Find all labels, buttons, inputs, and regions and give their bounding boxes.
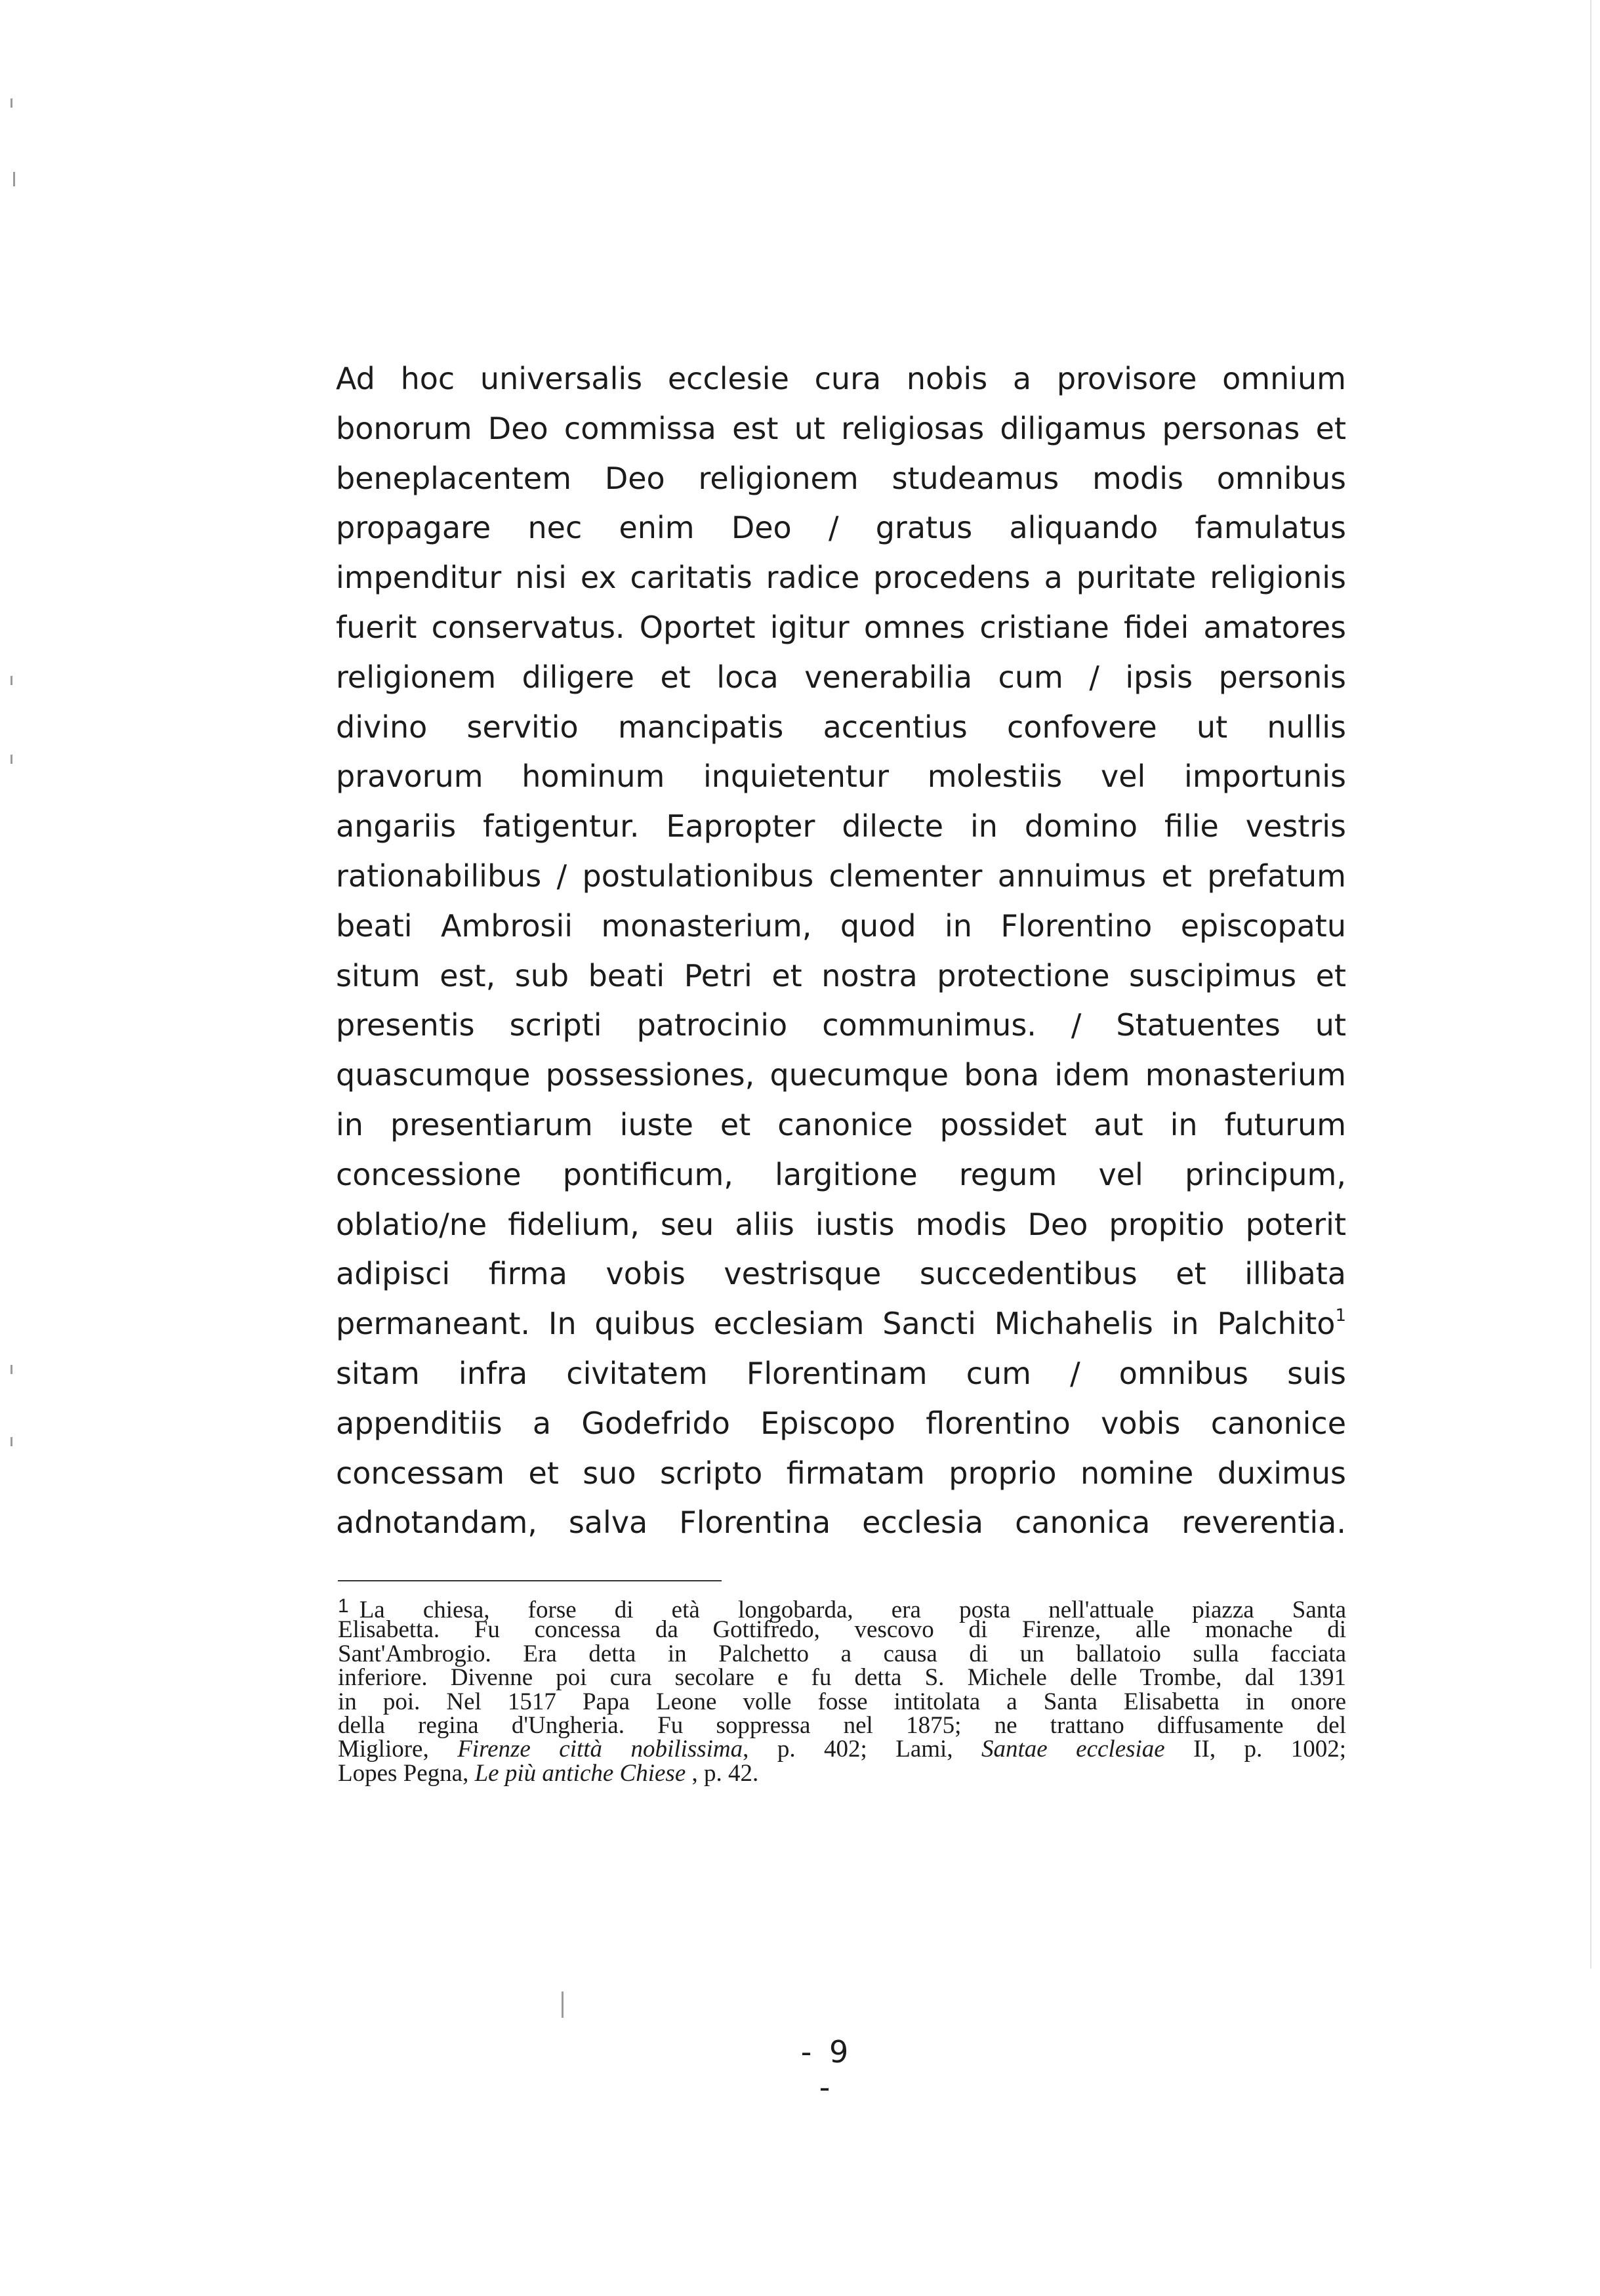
footnote-text: La chiesa, forse di età longobarda, era posta nell'attuale piazza Santa [359,1597,1346,1623]
footnote-line: Elisabetta. Fu concessa da Gottifredo, vescovo di Firenze, alle monache di [338,1616,1346,1644]
text-line: adipisci firma vobis vestrisque succedentibus et illibata [336,1256,1346,1292]
text-line-with-footnote [336,1299,1346,1349]
footnote-line: inferiore. Divenne poi cura secolare e fu detta S. Michele delle Trombe, dal 1391 [338,1664,1346,1692]
text-line: beneplacentem Deo religionem studeamus modis omnibus [336,460,1346,496]
footnote-line: in poi. Nel 1517 Papa Leone volle fosse intitolata a Santa Elisabetta in onore [338,1688,1346,1715]
footnote-line [338,1759,1346,1787]
text-line: situm est, sub beati Petri et nostra protectione suscipimus et [336,957,1346,993]
text-line: presentis scripti patrocinio communimus. / Statuentes ut [336,1007,1346,1043]
scan-speck [10,1437,12,1446]
footnote-line [338,1738,1346,1761]
citation-title: Santae ecclesiae [981,1736,1165,1763]
text-line: adnotandam, salva Florentina ecclesia canonica reverentia. [336,1505,1346,1541]
page-edge-shadow [1590,0,1591,1969]
page-number: - 9 - [800,2034,853,2105]
scan-speck [13,172,15,186]
text-line: impenditur nisi ex caritatis radice procedens a puritate religionis [336,560,1346,596]
text-line: sitam infra civitatem Florentinam cum / omnibus suis [336,1355,1346,1391]
footnote-text: , p. 402; Lami, [743,1736,982,1763]
text-line: oblatio/ne fidelium, seu aliis iustis modis Deo propitio poterit [336,1206,1346,1242]
scan-speck [10,98,12,108]
text-line: Ad hoc universalis ecclesie cura nobis a provisore omnium [336,361,1346,396]
text-line: propagare nec enim Deo / gratus aliquando famulatus [336,510,1346,546]
text-line: fuerit conservatus. Oportet igitur omnes cristiane fidei amatores [336,609,1346,645]
footnote-reference: 1 [1335,1306,1346,1326]
footnote-line [338,1595,1346,1623]
text-line: beati Ambrosii monasterium, quod in Florentino episcopatu [336,908,1346,944]
text-line: pravorum hominum inquietentur molestiis vel importunis [336,759,1346,795]
footnote-number: 1 [338,1595,349,1617]
text-line: in presentiarum iuste et canonice possidet aut in futurum [336,1106,1346,1142]
text-line: divino servitio mancipatis accentius confovere ut nullis [336,709,1346,745]
text-line: appenditiis a Godefrido Episcopo florentino vobis canonice [336,1405,1346,1441]
footnote [338,1595,1346,1785]
text-line: quascumque possessiones, quecumque bona idem monasterium [336,1057,1346,1093]
citation-title: Firenze città nobilissima [457,1736,743,1763]
text-line: concessam et suo scripto firmatam proprio nomine duximus [336,1455,1346,1491]
text-line: rationabilibus / postulationibus clementer annuimus et prefatum [336,858,1346,894]
text-line-content: permaneant. In quibus ecclesiam Sancti Michahelis in Palchito [336,1306,1336,1342]
footnote-text: Lopes Pegna, [338,1759,475,1787]
footnote-text: , p. 42. [686,1759,759,1787]
footnote-separator [338,1580,722,1581]
scan-speck [10,755,12,764]
scan-speck [10,1365,12,1374]
footnote-line: della regina d'Ungheria. Fu soppressa nel 1875; ne trattano diffusamente del [338,1711,1346,1739]
scan-speck [562,1992,564,2018]
text-line: religionem diligere et loca venerabilia cum / ipsis personis [336,659,1346,695]
text-line: angariis fatigentur. Eapropter dilecte in domino filie vestris [336,808,1346,845]
citation-title: Le più antiche Chiese [474,1759,686,1787]
text-line: bonorum Deo commissa est ut religiosas diligamus personas et [336,410,1346,446]
scan-speck [10,676,12,685]
footnote-text: Migliore, [338,1736,458,1763]
text-line: concessione pontificum, largitione regum vel principum, [336,1156,1346,1192]
footnote-line: Sant'Ambrogio. Era detta in Palchetto a causa di un ballatoio sulla facciata [338,1640,1346,1667]
footnote-text: II, p. 1002; [1164,1736,1346,1763]
main-text [336,354,1346,1548]
